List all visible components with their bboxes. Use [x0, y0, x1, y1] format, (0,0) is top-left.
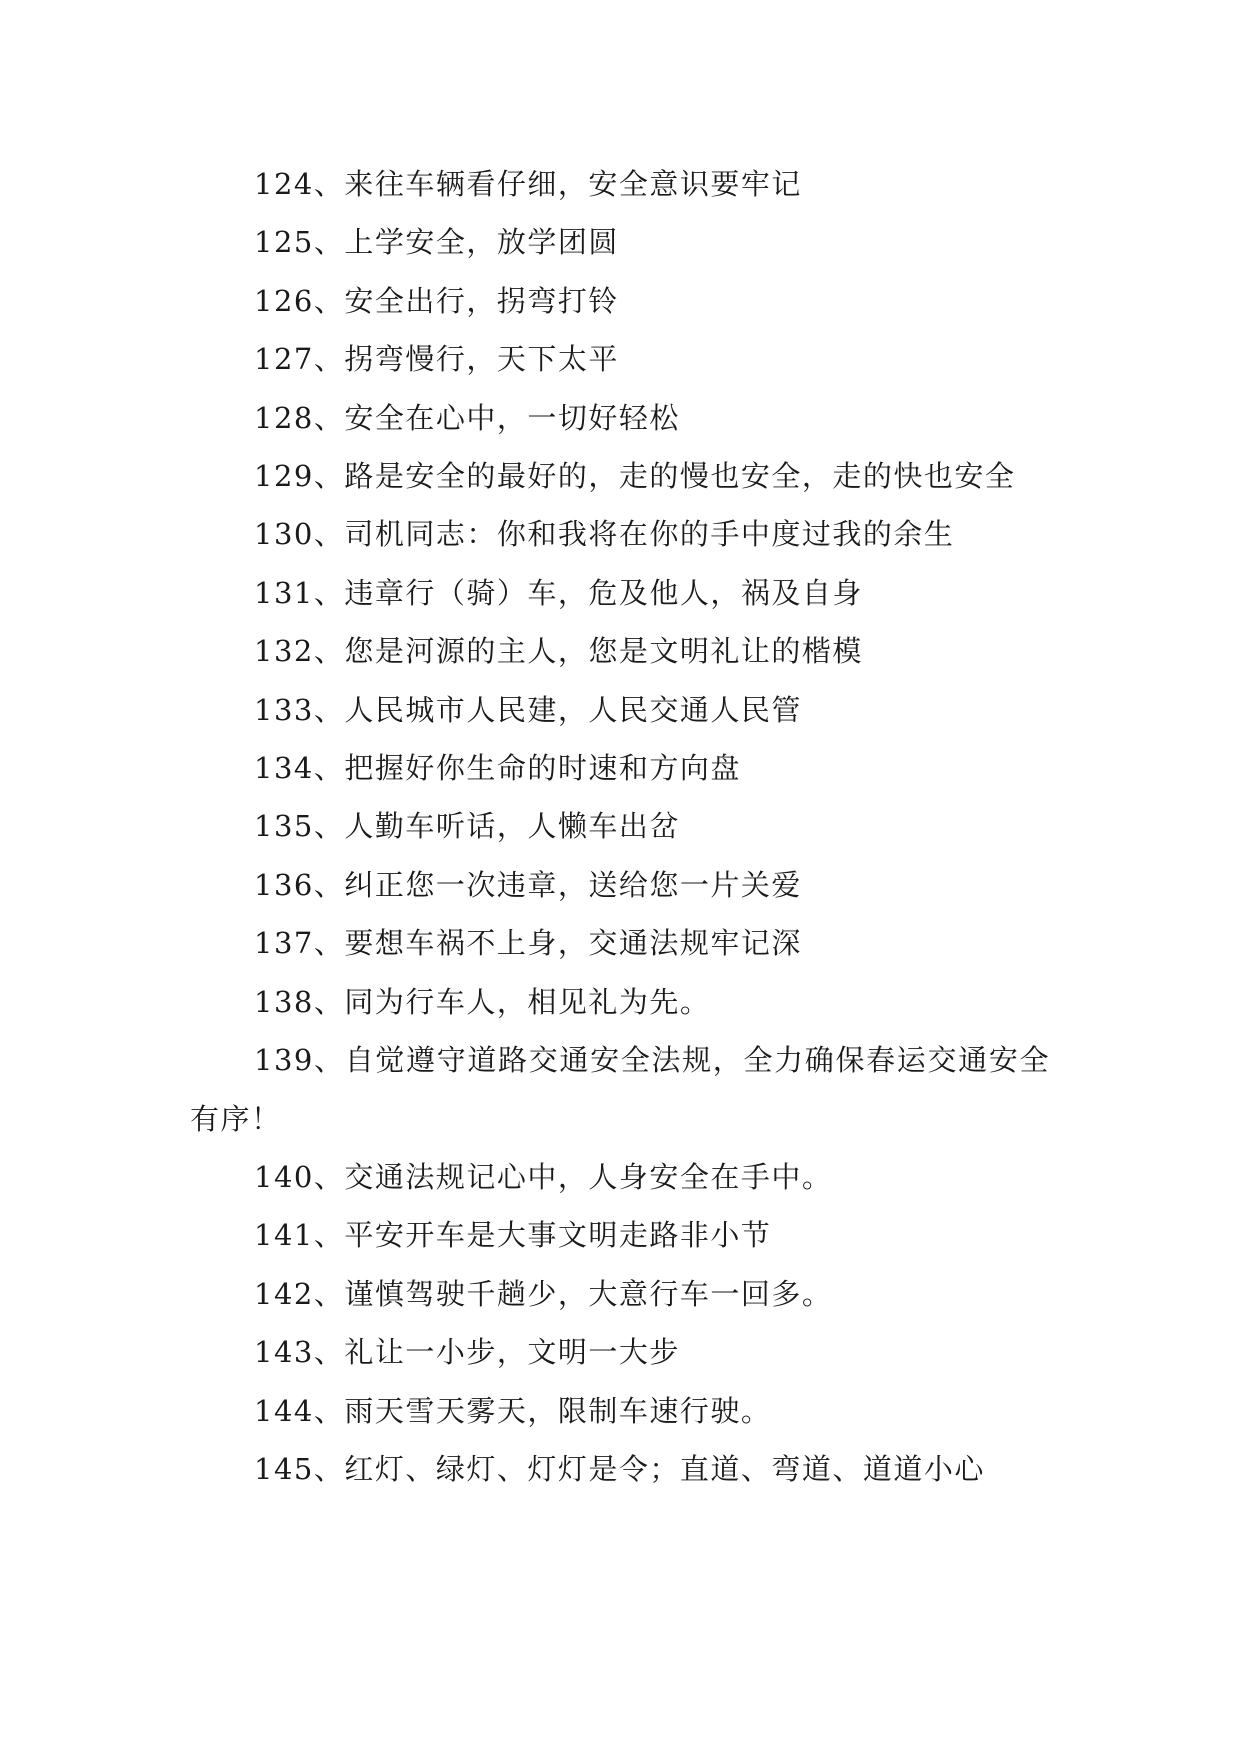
slogan-133: 133、人民城市人民建，人民交通人民管 [254, 692, 802, 727]
slogan-140: 140、交通法规记心中，人身安全在手中。 [254, 1159, 833, 1194]
slogan-145: 145、红灯、绿灯、灯灯是令；直道、弯道、道道小心 [254, 1451, 985, 1486]
slogan-126: 126、安全出行，拐弯打铃 [254, 283, 619, 318]
slogan-141: 141、平安开车是大事文明走路非小节 [254, 1218, 772, 1253]
document-body [190, 155, 1050, 1498]
slogan-134: 134、把握好你生命的时速和方向盘 [254, 751, 741, 786]
slogan-136: 136、纠正您一次违章，送给您一片关爱 [254, 867, 802, 902]
slogan-139: 139、自觉遵守道路交通安全法规，全力确保春运交通安全有序！ [190, 1043, 1050, 1136]
slogan-130: 130、司机同志：你和我将在你的手中度过我的余生 [254, 517, 955, 552]
slogan-131: 131、违章行（骑）车，危及他人，祸及自身 [254, 575, 863, 610]
slogan-144: 144、雨天雪天雾天，限制车速行驶。 [254, 1393, 772, 1428]
slogan-127: 127、拐弯慢行，天下太平 [254, 342, 619, 377]
slogan-138: 138、同为行车人，相见礼为先。 [254, 984, 711, 1019]
slogan-124: 124、来往车辆看仔细，安全意识要牢记 [254, 167, 802, 201]
slogan-143: 143、礼让一小步，文明一大步 [254, 1335, 680, 1370]
slogan-128: 128、安全在心中，一切好轻松 [254, 400, 680, 435]
slogan-142: 142、谨慎驾驶千趟少，大意行车一回多。 [254, 1276, 833, 1311]
slogan-129: 129、路是安全的最好的，走的慢也安全，走的快也安全 [254, 459, 1016, 494]
slogan-132: 132、您是河源的主人，您是文明礼让的楷模 [254, 634, 863, 669]
slogan-135: 135、人勤车听话，人懒车出岔 [254, 809, 680, 844]
slogan-137: 137、要想车祸不上身，交通法规牢记深 [254, 926, 802, 961]
slogan-125: 125、上学安全，放学团圆 [254, 225, 619, 260]
